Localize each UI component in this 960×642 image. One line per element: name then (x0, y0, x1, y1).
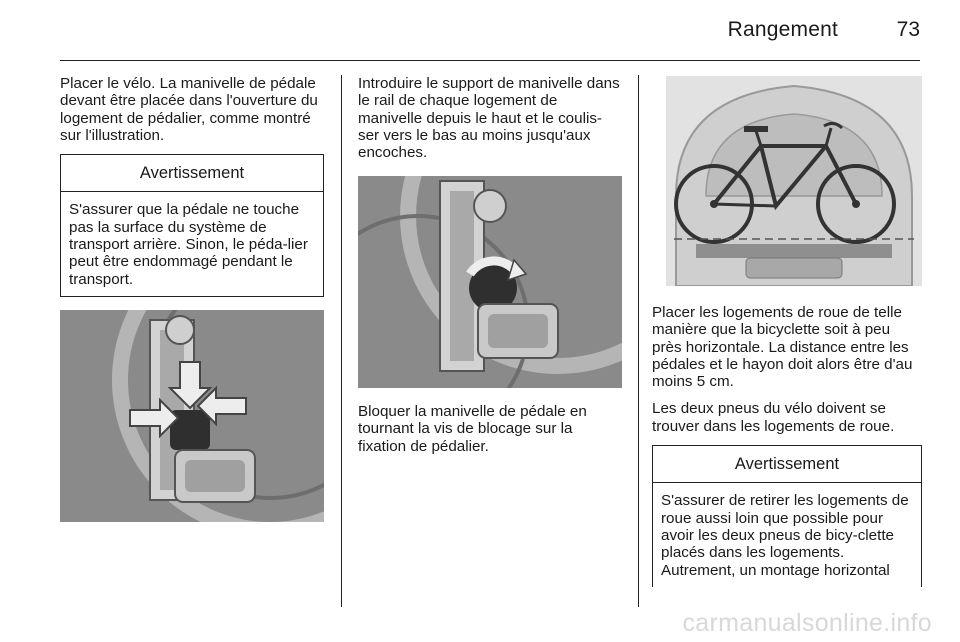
illustration-pedal-insertion (60, 310, 324, 522)
column-3 (652, 304, 922, 587)
header-title: Rangement (727, 18, 838, 41)
col3-paragraph-1: Placer les logements de roue de telle manière que la bicyclette soit à peu près horizontale. La distance entre les pédales et le hayon doit alors être d'au moins 5 cm. (652, 304, 913, 391)
col1-paragraph: Placer le vélo. La manivelle de pédale devant être placée dans l'ouverture du logement de pédalier, comme montré sur l'illustration. (60, 75, 318, 144)
col3-paragraph-2: Les deux pneus du vélo doivent se trouver dans les logements de roue. (652, 400, 895, 435)
page-number: 73 (896, 18, 920, 41)
column-divider-left (341, 75, 342, 607)
col2-paragraph-bottom: Bloquer la manivelle de pédale en tournant la vis de blocage sur la fixation de pédalier. (358, 403, 587, 455)
warning-title: Avertissement (61, 155, 323, 192)
watermark: carmanualsonline.info (682, 609, 932, 637)
warning-box-2 (652, 445, 922, 587)
warning-body: S'assurer que la pédale ne touche pas la surface du système de transport arrière. Sinon, le péda-lier peut être endommagé pendant le transport. (69, 201, 308, 288)
column-2-bottom (358, 403, 622, 465)
col2-paragraph-top: Introduire le support de manivelle dans le rail de chaque logement de manivelle depuis le haut et le coulis-ser vers le bas au moins jusqu'aux encoches. (358, 75, 620, 162)
column-divider-right (638, 75, 639, 607)
warning-body-2: S'assurer de retirer les logements de roue aussi loin que possible pour avoir les deux pneus de bicy-clette placés dans les logements. Autrement, un montage horizontal (661, 492, 909, 579)
illustration-crank-lock (358, 176, 622, 388)
warning-title-2: Avertissement (653, 446, 921, 483)
warning-box (60, 154, 324, 297)
column-1 (60, 75, 324, 297)
illustration-bike-on-carrier (666, 76, 922, 286)
header-rule (60, 60, 920, 61)
column-2 (358, 75, 622, 171)
